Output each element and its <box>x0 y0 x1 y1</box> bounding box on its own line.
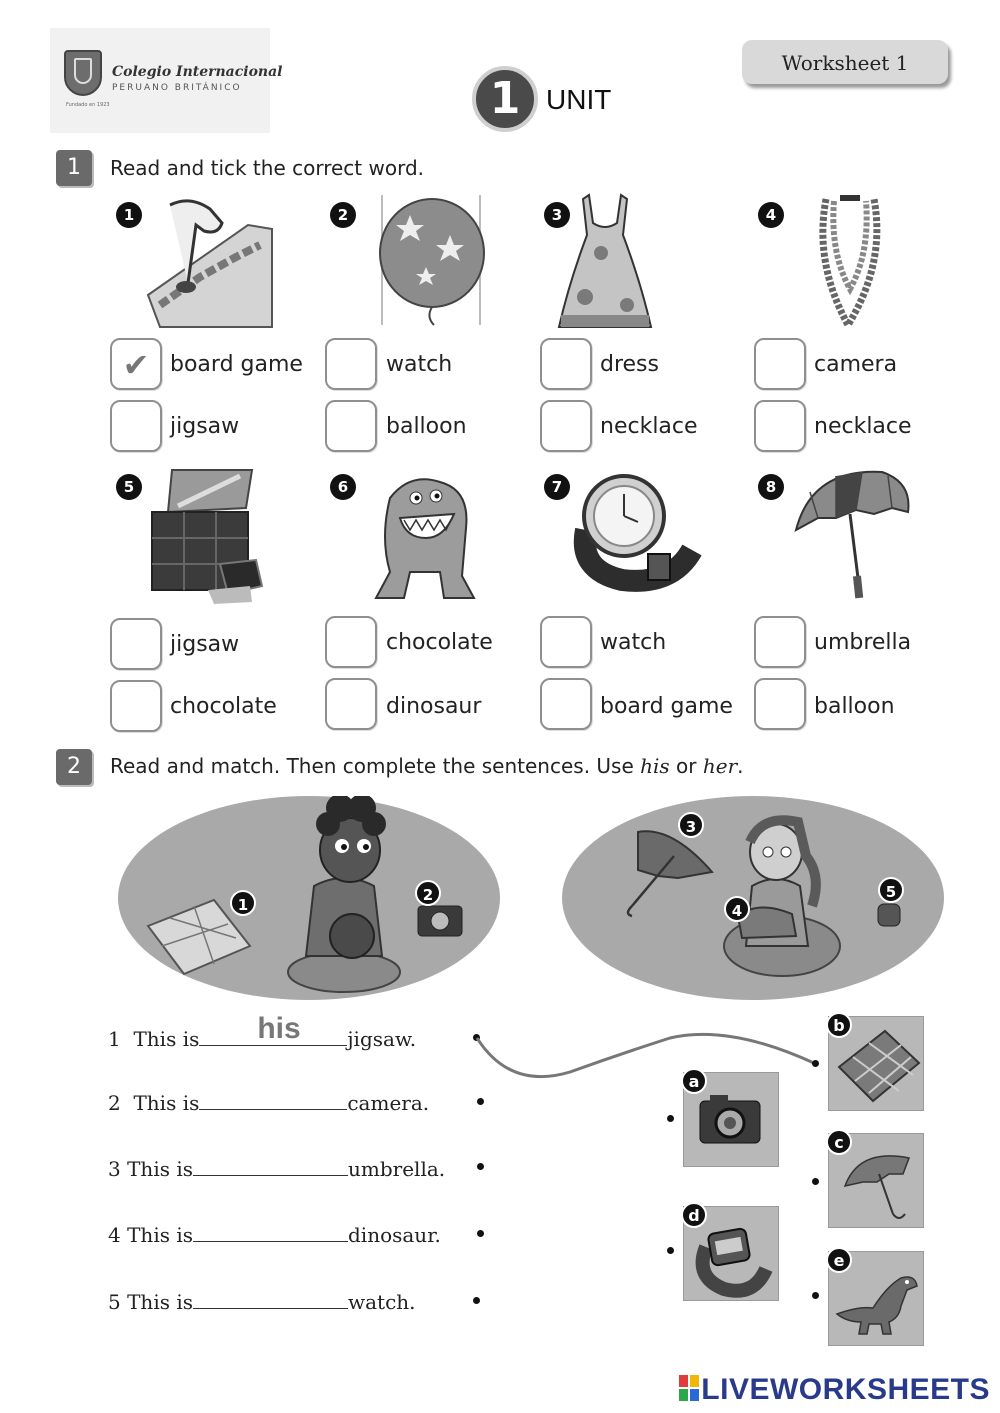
school-crest-icon <box>64 50 102 96</box>
item-7-option-2-checkbox[interactable] <box>540 678 592 730</box>
exercise-1-number: 1 <box>56 150 92 186</box>
item-3-option-2-checkbox[interactable] <box>540 400 592 452</box>
scene-callout-5: 5 <box>878 877 904 903</box>
card-c-letter: c <box>826 1129 852 1155</box>
school-subtitle: PERUANO BRITÁNICO <box>112 83 242 93</box>
item-5-option-1-label: jigsaw <box>170 632 240 657</box>
item-8-option-2-checkbox[interactable] <box>754 678 806 730</box>
item-1-option-1-label: board game <box>170 352 303 377</box>
exercise-2-number: 2 <box>56 749 92 785</box>
sentence-1-blank[interactable] <box>199 1012 347 1046</box>
school-tagline: Fundado en 1923 <box>66 102 110 108</box>
item-8-option-1-label: umbrella <box>814 630 912 655</box>
item-6-option-1-checkbox[interactable] <box>325 616 377 668</box>
exercise-2-instruction: Read and match. Then complete the sentences. Use his or her. <box>110 754 744 778</box>
exercise-1-instruction: Read and tick the correct word. <box>110 156 425 180</box>
card-a-match-dot[interactable] <box>667 1115 674 1122</box>
card-b-match-dot[interactable] <box>812 1060 819 1067</box>
item-4-option-1-checkbox[interactable] <box>754 338 806 390</box>
unit-number: 1 <box>472 66 538 132</box>
item-3-number: 3 <box>544 202 570 228</box>
item-2-number: 2 <box>330 202 356 228</box>
card-c-match-dot[interactable] <box>812 1178 819 1185</box>
sentence-2-blank[interactable] <box>199 1088 347 1110</box>
sentence-3: 3 This is umbrella. <box>108 1154 445 1181</box>
item-6-option-2-label: dinosaur <box>386 694 482 719</box>
item-6-option-1-label: chocolate <box>386 630 493 655</box>
item-3-option-1-label: dress <box>600 352 659 377</box>
sentence-4-blank[interactable] <box>193 1220 348 1242</box>
card-e-match-dot[interactable] <box>812 1292 819 1299</box>
sentence-5-match-dot[interactable] <box>473 1297 480 1304</box>
card-e-letter: e <box>826 1247 852 1273</box>
item-1-option-2-checkbox[interactable] <box>110 400 162 452</box>
dress-picture <box>555 193 655 331</box>
scene-callout-2: 2 <box>415 880 441 906</box>
sentence-4-match-dot[interactable] <box>477 1230 484 1237</box>
sentence-2: 2 This is camera. <box>108 1088 429 1115</box>
item-4-option-1-label: camera <box>814 352 898 377</box>
item-7-option-1-label: watch <box>600 630 667 655</box>
item-8-option-2-label: balloon <box>814 694 895 719</box>
item-3-option-2-label: necklace <box>600 414 698 439</box>
item-4-option-2-label: necklace <box>814 414 912 439</box>
school-name: Colegio Internacional <box>112 64 283 80</box>
watch-picture <box>572 470 702 590</box>
scene-callout-1: 1 <box>230 890 256 916</box>
item-1-number: 1 <box>116 202 142 228</box>
item-2-option-2-label: balloon <box>386 414 467 439</box>
boy-scene-illustration <box>118 796 500 1000</box>
item-8-number: 8 <box>758 474 784 500</box>
item-5-option-1-checkbox[interactable] <box>110 618 162 670</box>
sentence-3-match-dot[interactable] <box>477 1163 484 1170</box>
item-7-number: 7 <box>544 474 570 500</box>
sentence-2-match-dot[interactable] <box>477 1098 484 1105</box>
liveworksheets-logo-icon <box>679 1375 699 1401</box>
sentence-1-answer: his <box>257 1012 301 1045</box>
card-d-match-dot[interactable] <box>667 1247 674 1254</box>
item-5-number: 5 <box>116 474 142 500</box>
worksheet-label: Worksheet 1 <box>742 40 948 84</box>
umbrella-picture <box>792 468 912 604</box>
item-2-option-2-checkbox[interactable] <box>325 400 377 452</box>
item-1-option-1-checkbox[interactable]: ✔ <box>110 338 162 390</box>
scene-callout-4: 4 <box>724 896 750 922</box>
item-7-option-2-label: board game <box>600 694 733 719</box>
card-d-letter: d <box>681 1202 707 1228</box>
sentence-5: 5 This is watch. <box>108 1287 416 1314</box>
item-6-option-2-checkbox[interactable] <box>325 678 377 730</box>
item-2-option-1-label: watch <box>386 352 453 377</box>
item-4-number: 4 <box>758 202 784 228</box>
card-a-letter: a <box>681 1068 707 1094</box>
item-7-option-1-checkbox[interactable] <box>540 616 592 668</box>
necklace-picture <box>810 193 890 331</box>
liveworksheets-brand <box>679 1373 990 1407</box>
item-5-option-2-label: chocolate <box>170 694 277 719</box>
item-3-option-1-checkbox[interactable] <box>540 338 592 390</box>
unit-badge <box>472 66 628 132</box>
card-b-letter: b <box>826 1012 852 1038</box>
dinosaur-picture <box>370 468 480 604</box>
item-1-option-2-label: jigsaw <box>170 414 240 439</box>
sentence-5-blank[interactable] <box>193 1287 348 1309</box>
item-6-number: 6 <box>330 474 356 500</box>
chocolate-picture <box>148 468 268 606</box>
sentence-4: 4 This is dinosaur. <box>108 1220 441 1247</box>
school-logo <box>50 28 283 133</box>
scene-callout-3: 3 <box>678 812 704 838</box>
board-game-picture <box>140 195 280 330</box>
item-5-option-2-checkbox[interactable] <box>110 680 162 732</box>
sentence-3-blank[interactable] <box>193 1154 348 1176</box>
unit-label: UNIT <box>546 84 612 115</box>
item-2-option-1-checkbox[interactable] <box>325 338 377 390</box>
sentence-1: 1 This is his jigsaw. <box>108 1012 417 1051</box>
item-4-option-2-checkbox[interactable] <box>754 400 806 452</box>
balloon-picture <box>370 195 485 330</box>
liveworksheets-brand-text: LIVEWORKSHEETS <box>701 1373 990 1406</box>
item-8-option-1-checkbox[interactable] <box>754 616 806 668</box>
